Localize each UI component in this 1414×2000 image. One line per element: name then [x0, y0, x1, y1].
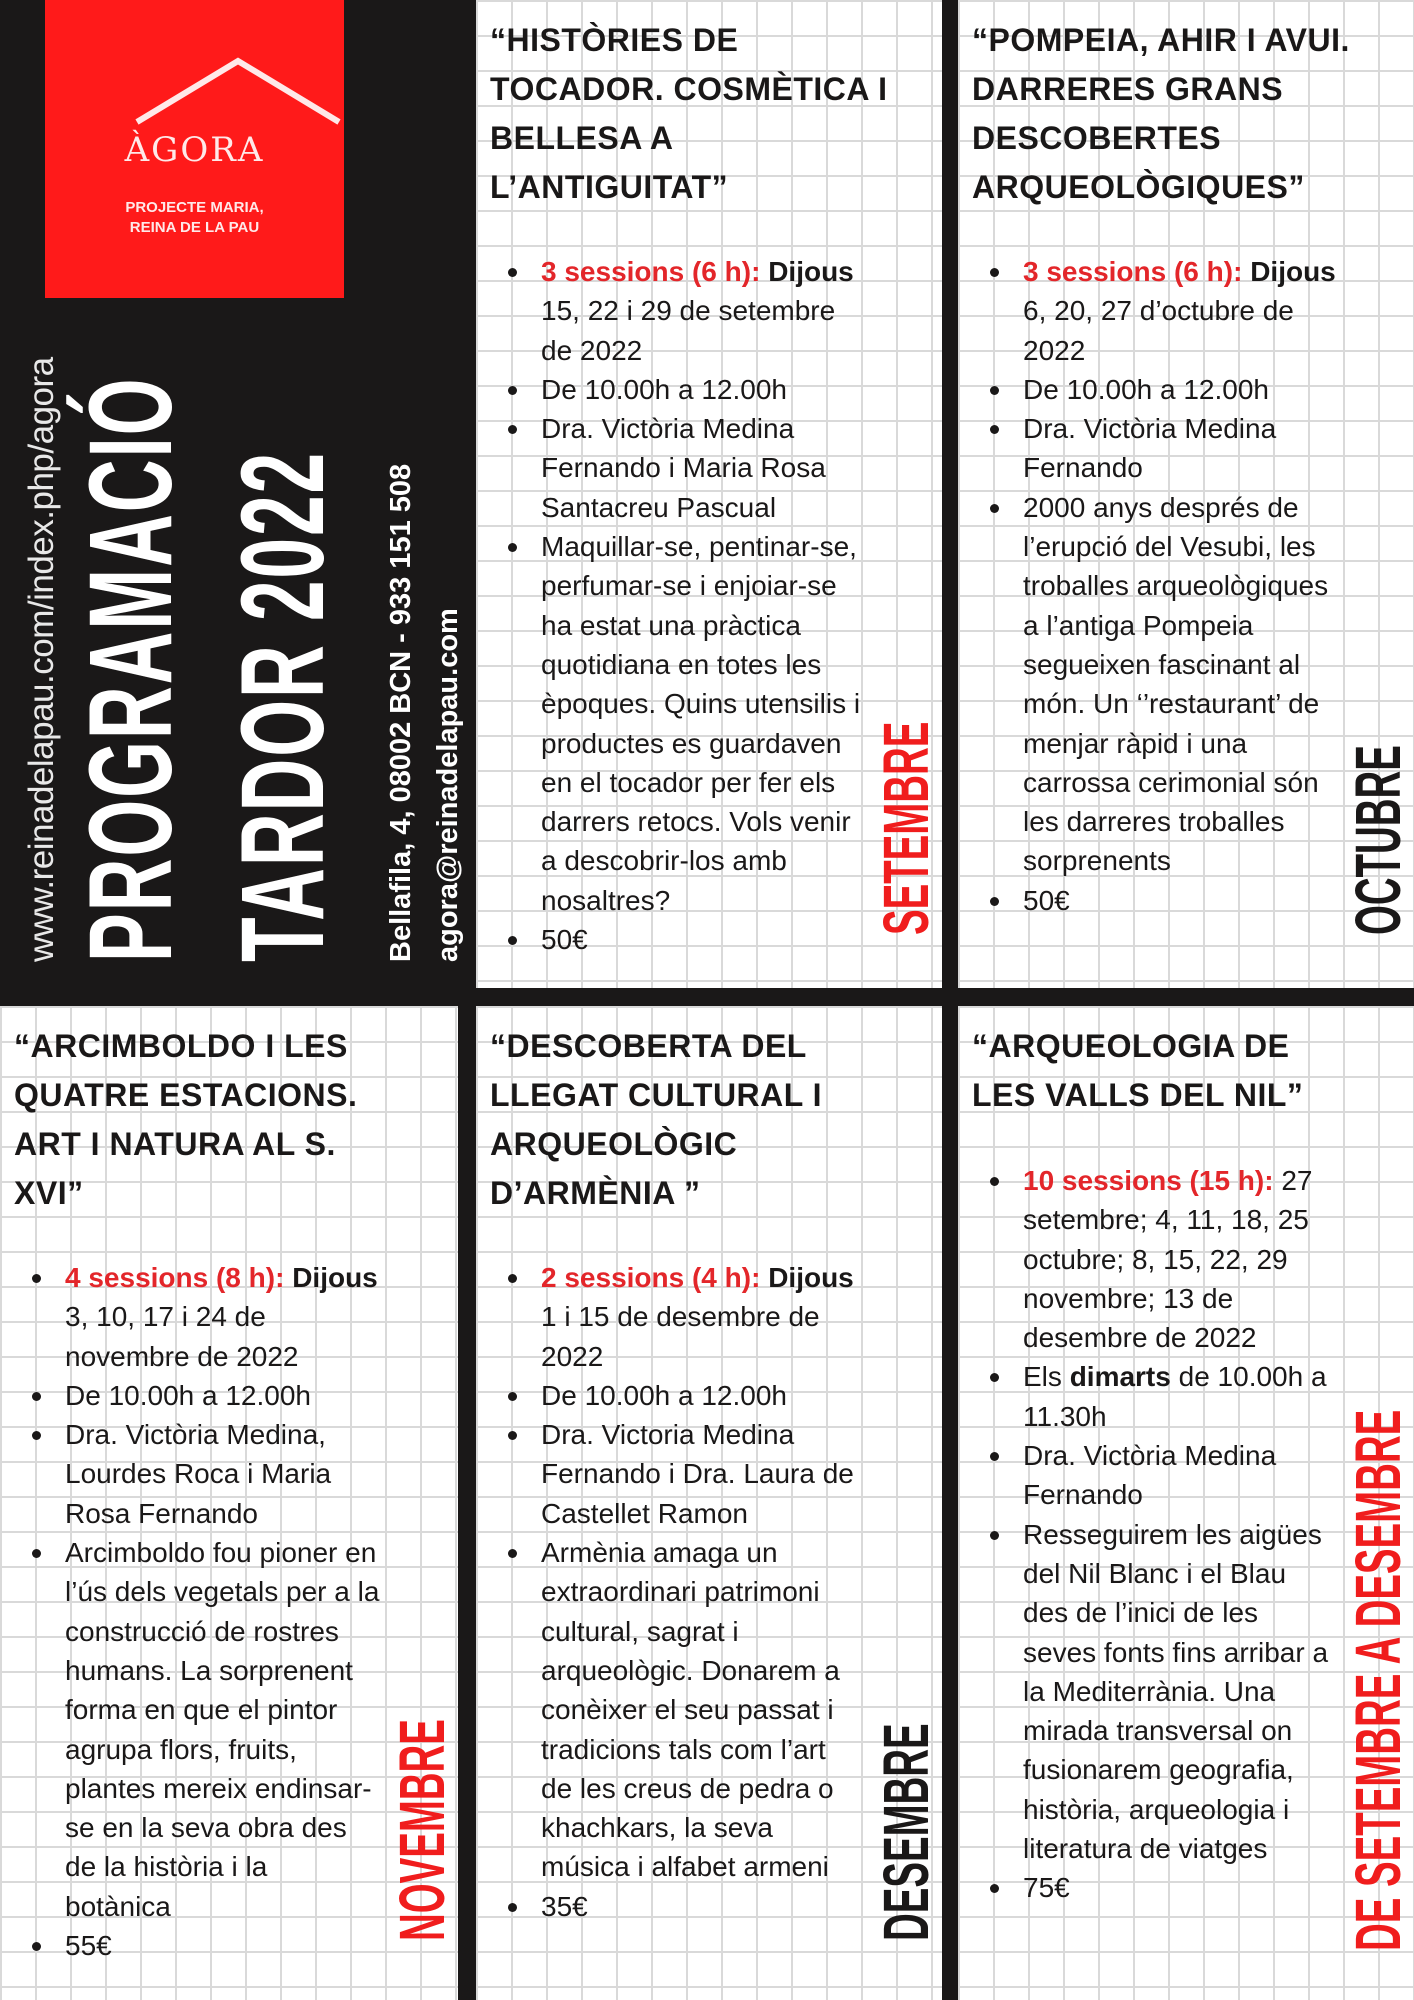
logo-name: ÀGORA [124, 130, 265, 170]
description-item: Maquillar-se, pentinar-se, perfumar-se i enjoiar-se ha estat una pràctica quotidiana en totes les èpoques. Quins utensilis i productes es guardaven en el tocador per fer els darrers retocs. Vols venir a descobrir-los amb nosaltres? [508, 527, 864, 920]
logo-subtitle-line1: PROJECTE MARIA, [125, 199, 264, 216]
course-title: “ARQUEOLOGIA DE LES VALLS DEL NIL” [972, 1028, 1304, 1113]
price-item: 55€ [32, 1926, 380, 1965]
weekday: Dijous [1250, 256, 1336, 287]
course-details [508, 252, 864, 959]
sessions-item [990, 252, 1336, 370]
sessions-count: 3 sessions (6 h): [1023, 256, 1243, 287]
website-link[interactable]: www.reinadelapau.com/index.php/agora [22, 357, 61, 962]
schedule-item: De 10.00h a 12.00h [32, 1376, 380, 1415]
session-dates: 27 setembre; 4, 11, 18, 25 octubre; 8, 15, 22, 29 novembre; 13 de desembre de 2022 [1023, 1165, 1313, 1354]
sessions-count: 4 sessions (8 h): [65, 1262, 285, 1293]
month-label: DESEMBRE [870, 1723, 942, 1941]
course-card-nil [958, 1006, 1414, 2000]
description-item: Arcimboldo fou pioner en l’ús dels vegetals per a la construcció de rostres humans. La sorprenent forma en que el pintor agrupa flors, fruits, plantes mereix endinsar-se en la seva obra des de la història i la botànica [32, 1533, 380, 1926]
schedule-item: De 10.00h a 12.00h [508, 1376, 864, 1415]
month-label: NOVEMBRE [386, 1719, 458, 1941]
weekday: dimarts [1069, 1361, 1171, 1393]
speakers-item: Dra. Victòria Medina, Lourdes Roca i Maria Rosa Fernando [32, 1415, 380, 1533]
sessions-item [508, 252, 864, 370]
course-title: “ARCIMBOLDO I LES QUATRE ESTACIONS. ART I NATURA AL S. XVI” [14, 1028, 358, 1211]
course-details [990, 252, 1336, 920]
house-roof-icon [133, 55, 343, 127]
sidebar [0, 0, 476, 1000]
price-item: 50€ [508, 920, 864, 959]
page-title-line1: PROGRAMACIÓ [65, 376, 197, 963]
session-dates: 1 i 15 de desembre de 2022 [541, 1301, 820, 1372]
speakers-item: Dra. Victòria Medina Fernando i Maria Rosa Santacreu Pascual [508, 409, 864, 527]
month-label: DE SETEMBRE A DESEMBRE [1342, 1409, 1414, 1951]
sessions-item [32, 1258, 380, 1376]
description-item: 2000 anys després de l’erupció del Vesubi, les troballes arqueològiques a l’antiga Pompeia segueixen fascinant al món. Un ‘’restaurant’ de menjar ràpid i una carrossa cerimonial són les darreres troballes sorprenents [990, 488, 1336, 881]
course-title: “DESCOBERTA DEL LLEGAT CULTURAL I ARQUEOLÒGIC D’ARMÈNIA ” [490, 1028, 823, 1211]
sessions-item [990, 1161, 1336, 1357]
price-item: 75€ [990, 1868, 1336, 1907]
session-dates: 15, 22 i 29 de setembre de 2022 [541, 295, 836, 366]
sessions-count: 3 sessions (6 h): [541, 256, 761, 287]
course-card-octubre [958, 0, 1414, 988]
email-link[interactable]: agora@reinadelapau.com [432, 608, 464, 962]
month-label: OCTUBRE [1342, 745, 1414, 935]
logo-subtitle-line2: REINA DE LA PAU [129, 219, 260, 236]
logo-subtitle [45, 198, 344, 238]
price-item: 35€ [508, 1887, 864, 1926]
course-card-setembre [476, 0, 942, 988]
course-details [508, 1258, 864, 1926]
price-item: 50€ [990, 881, 1336, 920]
description-item: Resseguirem les aigües del Nil Blanc i el Blau des de l’inici de les seves fonts fins arribar a la Mediterrània. Una mirada transversal on fusionarem geografia, història, arqueologia i literatura de viatges [990, 1515, 1336, 1869]
course-card-novembre [0, 1006, 458, 2000]
session-dates: 6, 20, 27 d’octubre de 2022 [1023, 295, 1294, 366]
weekday: Dijous [292, 1262, 378, 1293]
session-dates: 3, 10, 17 i 24 de novembre de 2022 [65, 1301, 299, 1372]
speakers-item: Dra. Victoria Medina Fernando i Dra. Laura de Castellet Ramon [508, 1415, 864, 1533]
speakers-item: Dra. Victòria Medina Fernando [990, 409, 1336, 488]
course-title: “HISTÒRIES DE TOCADOR. COSMÈTICA I BELLESA A L’ANTIGUITAT” [490, 22, 888, 205]
sessions-count: 2 sessions (4 h): [541, 1262, 761, 1293]
sessions-count: 10 sessions (15 h): [1023, 1165, 1274, 1196]
schedule-item: De 10.00h a 12.00h [508, 370, 864, 409]
speakers-item: Dra. Victòria Medina Fernando [990, 1436, 1336, 1515]
month-label: SETEMBRE [870, 721, 942, 935]
course-card-desembre [476, 1006, 942, 2000]
address-phone: Bellafila, 4, 08002 BCN - 933 151 508 [385, 463, 417, 962]
sessions-item [508, 1258, 864, 1376]
weekday: Dijous [768, 256, 854, 287]
page-title-line2: TARDOR 2022 [217, 450, 349, 962]
schedule-item: De 10.00h a 12.00h [990, 370, 1336, 409]
weekday: Dijous [768, 1262, 854, 1293]
course-title: “POMPEIA, AHIR I AVUI. DARRERES GRANS DESCOBERTES ARQUEOLÒGIQUES” [972, 22, 1350, 205]
description-item: Armènia amaga un extraordinari patrimoni cultural, sagrat i arqueològic. Donarem a conèixer el seu passat i tradicions tals com l’art de les creus de pedra o khachkars, la seva música i alfabet armeni [508, 1533, 864, 1887]
course-details [32, 1258, 380, 1965]
course-details [990, 1161, 1336, 1908]
schedule-item: Els dimarts de 10.00h a 11.30h [990, 1357, 1336, 1436]
agora-logo [45, 0, 344, 298]
